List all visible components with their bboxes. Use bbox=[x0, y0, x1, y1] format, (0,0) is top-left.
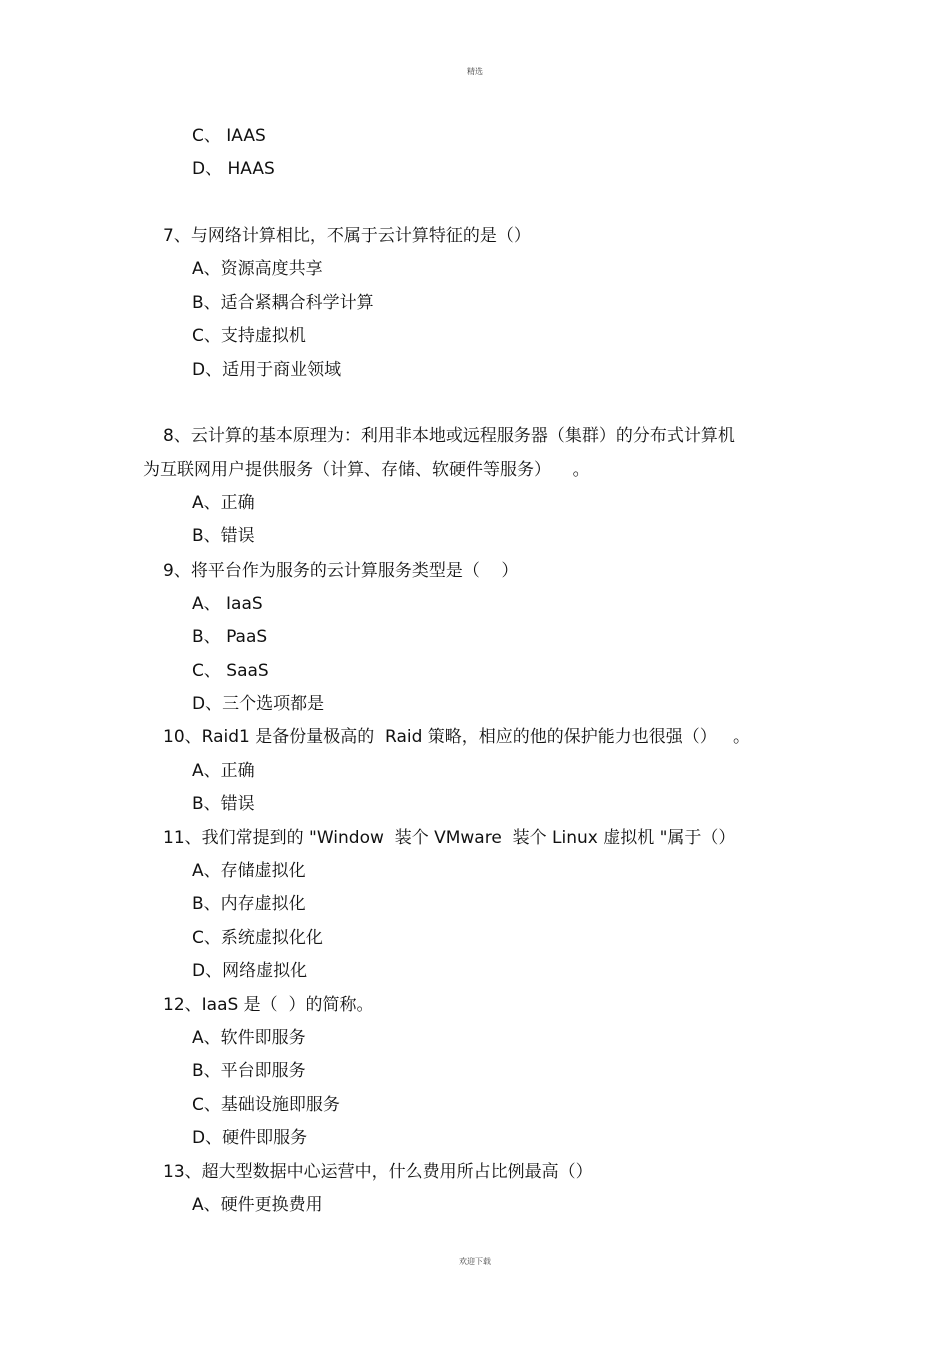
question-13: 13、超大型数据中心运营中，什么费用所占比例最高（） bbox=[163, 1162, 593, 1182]
page-header: 精选 bbox=[467, 67, 483, 76]
page-footer: 欢迎下载 bbox=[459, 1257, 491, 1266]
q12-option-b: B、平台即服务 bbox=[192, 1061, 306, 1081]
q8-option-b: B、错误 bbox=[192, 526, 255, 546]
q10-option-a: A、正确 bbox=[192, 761, 255, 781]
q12-option-d: D、硬件即服务 bbox=[192, 1128, 308, 1148]
q7-option-c: C、支持虚拟机 bbox=[192, 326, 306, 346]
question-9: 9、将平台作为服务的云计算服务类型是（ ） bbox=[163, 561, 519, 581]
q9-option-b: B、 PaaS bbox=[192, 627, 268, 647]
q12-option-c: C、基础设施即服务 bbox=[192, 1095, 340, 1115]
q8-option-a: A、正确 bbox=[192, 493, 255, 513]
option-d-haas: D、 HAAS bbox=[192, 159, 275, 179]
q10-option-b: B、错误 bbox=[192, 794, 255, 814]
question-8-continued: 为互联网用户提供服务（计算、存储、软硬件等服务） 。 bbox=[143, 460, 590, 480]
question-7: 7、与网络计算相比，不属于云计算特征的是（） bbox=[163, 226, 531, 246]
q7-option-d: D、适用于商业领域 bbox=[192, 360, 342, 380]
q11-option-c: C、系统虚拟化化 bbox=[192, 928, 323, 948]
q11-option-b: B、内存虚拟化 bbox=[192, 894, 306, 914]
q11-option-d: D、网络虚拟化 bbox=[192, 961, 308, 981]
q7-option-b: B、适合紧耦合科学计算 bbox=[192, 293, 374, 313]
q9-option-d: D、三个选项都是 bbox=[192, 694, 325, 714]
q9-option-a: A、 IaaS bbox=[192, 594, 263, 614]
q12-option-a: A、软件即服务 bbox=[192, 1028, 306, 1048]
question-8: 8、云计算的基本原理为：利用非本地或远程服务器（集群）的分布式计算机 bbox=[163, 426, 735, 446]
q7-option-a: A、资源高度共享 bbox=[192, 259, 323, 279]
question-12: 12、IaaS 是（ ）的简称。 bbox=[163, 995, 374, 1015]
option-c-iaas: C、 IAAS bbox=[192, 126, 266, 146]
q11-option-a: A、存储虚拟化 bbox=[192, 861, 306, 881]
q13-option-a: A、硬件更换费用 bbox=[192, 1195, 323, 1215]
q9-option-c: C、 SaaS bbox=[192, 661, 269, 681]
question-11: 11、我们常提到的 "Window 装个 VMware 装个 Linux 虚拟机 "属于（） bbox=[163, 828, 736, 848]
question-10: 10、Raid1 是备份量极高的 Raid 策略，相应的他的保护能力也很强（） 。 bbox=[163, 727, 751, 747]
